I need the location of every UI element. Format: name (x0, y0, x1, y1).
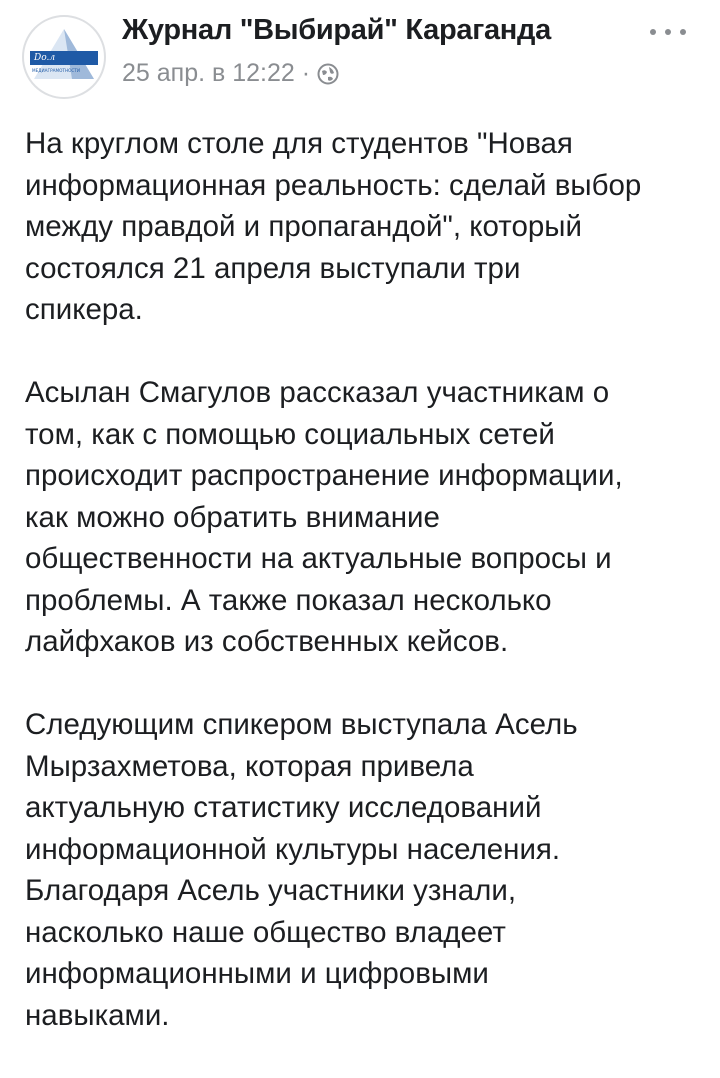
more-options-button[interactable] (644, 14, 692, 50)
page-name[interactable]: Журнал "Выбирай" Караганда (122, 14, 551, 46)
post-paragraph: Асылан Смагулов рассказал участникам о том, как с помощью социальных сетей происходит распространение информации, как можно обратить внимание общественности на актуальные вопросы и проблемы. А также показал несколько лайфхаков из собственных кейсов. (25, 376, 623, 658)
media-literacy-logo (24, 17, 104, 97)
globe-icon (317, 63, 339, 85)
post-paragraph: Следующим спикером выступала Асель Мырзахметова, которая привела актуальную статистику исследований информационной культуры населения. Благодаря Асель участники узнали, насколько наше общество владеет информационными и цифровыми навыками. (25, 708, 578, 1032)
logo-text: Do.л (34, 53, 56, 63)
more-options-icon (680, 29, 686, 35)
meta-separator: · (301, 59, 311, 87)
post-body (25, 123, 705, 1078)
more-options-icon (665, 29, 671, 35)
logo-subtext: МЕДИАГРАМОТНОСТИ (32, 68, 80, 73)
post-paragraph: На круглом столе для студентов "Новая информационная реальность: сделай выбор между правдой и пропагандой", который состоялся 21 апреля выступали три спикера. (25, 127, 642, 326)
post-header (0, 0, 720, 100)
post-meta (122, 59, 339, 88)
page-avatar[interactable] (22, 15, 106, 99)
more-options-icon (650, 29, 656, 35)
post-date[interactable]: 25 апр. в 12:22 (122, 59, 295, 87)
